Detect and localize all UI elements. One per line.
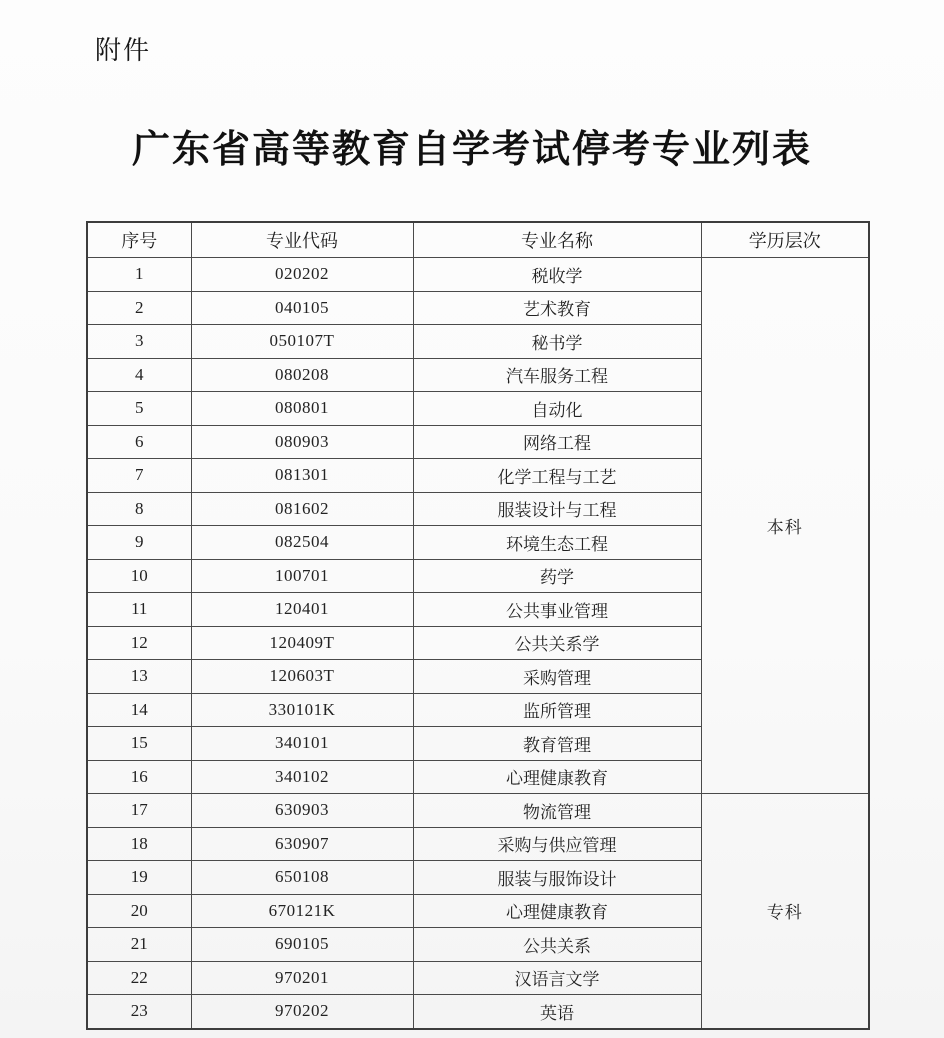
cell-level: 专科 [701, 794, 869, 1029]
cell-name: 公共关系 [413, 928, 701, 962]
cell-no: 14 [87, 693, 191, 727]
cell-code: 630907 [191, 827, 413, 861]
page-title: 广东省高等教育自学考试停考专业列表 [131, 129, 812, 171]
cell-no: 2 [87, 291, 191, 325]
cell-code: 080903 [191, 425, 413, 459]
cell-code: 690105 [191, 928, 413, 962]
cell-no: 7 [87, 459, 191, 493]
cell-name: 网络工程 [413, 425, 701, 459]
cell-no: 22 [87, 961, 191, 995]
cell-name: 汽车服务工程 [413, 358, 701, 392]
column-header-name: 专业名称 [413, 222, 701, 258]
cell-name: 服装设计与工程 [413, 492, 701, 526]
cell-no: 3 [87, 325, 191, 359]
cell-no: 9 [87, 526, 191, 560]
cell-code: 100701 [191, 559, 413, 593]
cell-no: 16 [87, 760, 191, 794]
cell-no: 20 [87, 894, 191, 928]
cell-code: 040105 [191, 291, 413, 325]
cell-no: 21 [87, 928, 191, 962]
cell-code: 970202 [191, 995, 413, 1029]
cell-name: 汉语言文学 [413, 961, 701, 995]
cell-no: 5 [87, 392, 191, 426]
cell-no: 1 [87, 258, 191, 292]
table-body [87, 258, 869, 1029]
cell-code: 082504 [191, 526, 413, 560]
cell-code: 120603T [191, 660, 413, 694]
attachment-label: 附件 [95, 35, 152, 65]
cell-code: 050107T [191, 325, 413, 359]
cell-name: 公共事业管理 [413, 593, 701, 627]
cell-name: 物流管理 [413, 794, 701, 828]
cell-code: 330101K [191, 693, 413, 727]
cell-no: 19 [87, 861, 191, 895]
cell-name: 服装与服饰设计 [413, 861, 701, 895]
cell-name: 公共关系学 [413, 626, 701, 660]
cell-no: 8 [87, 492, 191, 526]
cell-no: 12 [87, 626, 191, 660]
cell-no: 11 [87, 593, 191, 627]
cell-name: 化学工程与工艺 [413, 459, 701, 493]
cell-name: 艺术教育 [413, 291, 701, 325]
cell-code: 340101 [191, 727, 413, 761]
cell-name: 采购与供应管理 [413, 827, 701, 861]
cell-no: 18 [87, 827, 191, 861]
cell-no: 6 [87, 425, 191, 459]
cell-no: 10 [87, 559, 191, 593]
cell-code: 970201 [191, 961, 413, 995]
cell-code: 081301 [191, 459, 413, 493]
suspended-majors-table [86, 221, 870, 1030]
cell-no: 17 [87, 794, 191, 828]
cell-code: 080801 [191, 392, 413, 426]
cell-code: 120409T [191, 626, 413, 660]
cell-name: 采购管理 [413, 660, 701, 694]
column-header-level: 学历层次 [701, 222, 869, 258]
cell-name: 监所管理 [413, 693, 701, 727]
cell-code: 081602 [191, 492, 413, 526]
column-header-code: 专业代码 [191, 222, 413, 258]
cell-no: 13 [87, 660, 191, 694]
table-row [87, 794, 869, 828]
cell-no: 4 [87, 358, 191, 392]
table-header-row [87, 222, 869, 258]
cell-name: 环境生态工程 [413, 526, 701, 560]
cell-no: 23 [87, 995, 191, 1029]
table-row [87, 258, 869, 292]
cell-name: 心理健康教育 [413, 894, 701, 928]
cell-code: 650108 [191, 861, 413, 895]
cell-name: 自动化 [413, 392, 701, 426]
cell-code: 340102 [191, 760, 413, 794]
cell-code: 630903 [191, 794, 413, 828]
cell-name: 心理健康教育 [413, 760, 701, 794]
column-header-no: 序号 [87, 222, 191, 258]
cell-code: 020202 [191, 258, 413, 292]
cell-name: 税收学 [413, 258, 701, 292]
cell-name: 英语 [413, 995, 701, 1029]
cell-name: 教育管理 [413, 727, 701, 761]
cell-name: 秘书学 [413, 325, 701, 359]
cell-code: 670121K [191, 894, 413, 928]
cell-code: 080208 [191, 358, 413, 392]
cell-name: 药学 [413, 559, 701, 593]
cell-level: 本科 [701, 258, 869, 794]
cell-code: 120401 [191, 593, 413, 627]
cell-no: 15 [87, 727, 191, 761]
